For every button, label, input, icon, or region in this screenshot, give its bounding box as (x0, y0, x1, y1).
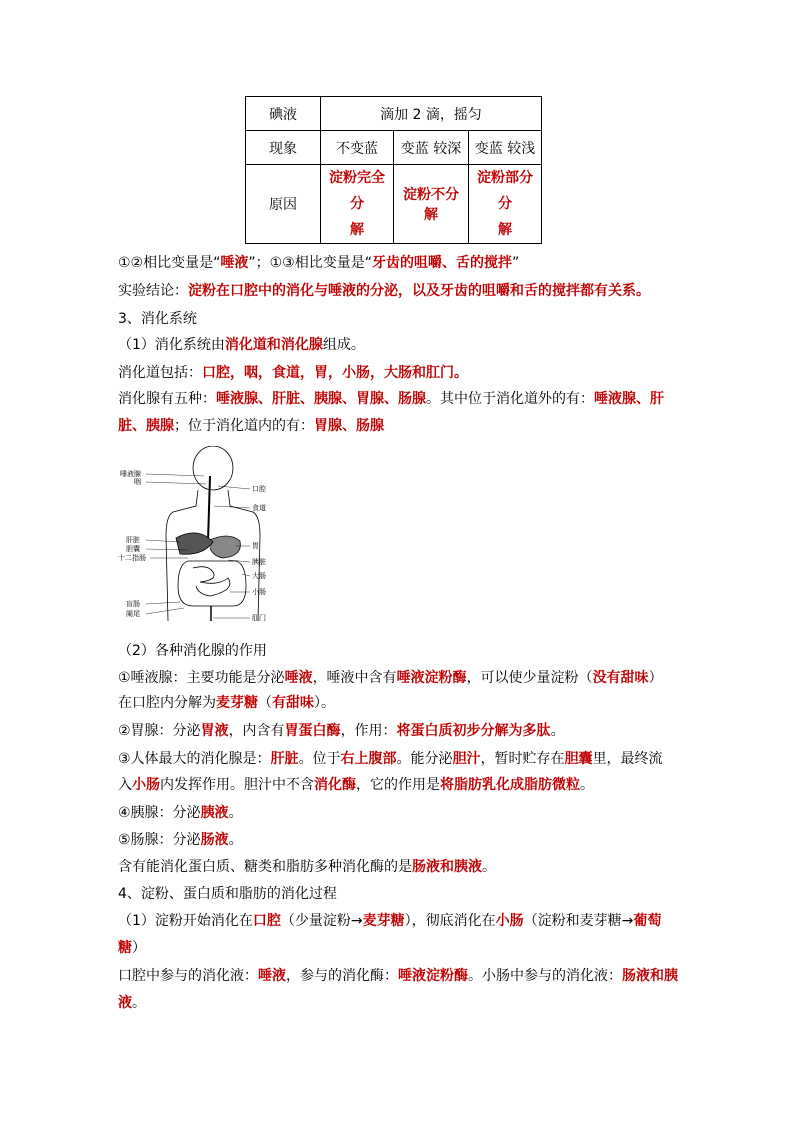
para-liver-2: 入小肠内发挥作用。胆汁中不含消化酶，它的作用是将脂肪乳化成脂肪微粒。 (118, 777, 594, 793)
label-duodenum: 十二指肠 (118, 554, 146, 562)
small-intestine (193, 567, 230, 596)
stomach (208, 536, 240, 558)
para-liver-1: ③人体最大的消化腺是：肝脏。位于右上腹部。能分泌胆汁，暂时贮存在胆囊里，最终流 (118, 751, 663, 767)
conclusion-line: 实验结论：淀粉在口腔中的消化与唾液的分泌，以及牙齿的咀嚼和舌的搅拌都有关系。 (118, 283, 650, 299)
cell-reason-label: 原因 (246, 165, 321, 244)
label-large-intestine: 大肠 (252, 572, 266, 580)
cell-iodine-label: 碘液 (246, 97, 321, 131)
cell-phenomenon-1: 不变蓝 (321, 131, 394, 165)
head-outline (193, 446, 233, 490)
cell-reason-3: 淀粉部分分 解 (469, 165, 542, 244)
para-composition: （1）消化系统由消化道和消化腺组成。 (118, 337, 365, 353)
para-multi-enzyme: 含有能消化蛋白质、糖类和脂肪多种消化酶的是肠液和胰液。 (118, 859, 496, 875)
label-small-intestine: 小肠 (252, 588, 266, 596)
cell-reason-1: 淀粉完全分 解 (321, 165, 394, 244)
cell-phenomenon-3: 变蓝 较浅 (469, 131, 542, 165)
para-salivary-1: ①唾液腺：主要功能是分泌唾液，唾液中含有唾液淀粉酶，可以使少量淀粉（没有甜味） (118, 670, 663, 686)
label-salivary: 唾液腺 (120, 470, 141, 478)
label-liver: 肝脏 (126, 536, 140, 544)
para-fluids-1: 口腔中参与的消化液：唾液，参与的消化酶：唾液淀粉酶。小肠中参与的消化液：肠液和胰 (118, 968, 678, 984)
label-appendix: 阑尾 (126, 610, 140, 618)
label-anus: 肛门 (252, 614, 266, 622)
para-glands-2: 脏、胰腺；位于消化道内的有：胃腺、肠腺 (118, 418, 384, 434)
label-pharynx: 咽 (134, 478, 141, 486)
digestive-system-diagram (118, 446, 278, 626)
variable-line: ①②相比变量是“唾液”；①③相比变量是“牙齿的咀嚼、舌的搅拌” (118, 255, 520, 271)
cell-iodine-value: 滴加 2 滴，摇匀 (321, 97, 542, 131)
subheading-glands-role: （2）各种消化腺的作用 (118, 643, 267, 659)
experiment-table (245, 96, 542, 244)
cell-reason-2: 淀粉不分解 (394, 165, 469, 244)
para-tract: 消化道包括：口腔，咽，食道，胃，小肠，大肠和肛门。 (118, 365, 468, 381)
label-cecum: 盲肠 (126, 600, 140, 608)
label-pancreas: 胰脏 (252, 558, 266, 566)
para-fluids-2: 液。 (118, 995, 146, 1011)
cell-phenomenon-label: 现象 (246, 131, 321, 165)
para-glands-1: 消化腺有五种：唾液腺、肝脏、胰腺、胃腺、肠腺。其中位于消化道外的有：唾液腺、肝 (118, 391, 664, 407)
label-mouth: 口腔 (252, 485, 266, 493)
para-salivary-2: 在口腔内分解为麦芽糖（有甜味）。 (118, 695, 335, 711)
para-starch-2: 糖） (118, 940, 146, 956)
section-heading-3: 3、消化系统 (118, 311, 197, 327)
section-heading-4: 4、淀粉、蛋白质和脂肪的消化过程 (118, 886, 337, 902)
esophagus (208, 476, 210, 541)
para-gastric: ②胃腺：分泌胃液，内含有胃蛋白酶，作用：将蛋白质初步分解为多肽。 (118, 723, 565, 739)
para-intestinal: ⑤肠腺：分泌肠液。 (118, 832, 243, 848)
para-pancreas: ④胰腺：分泌胰液。 (118, 805, 243, 821)
label-esophagus: 食道 (252, 504, 266, 512)
cell-phenomenon-2: 变蓝 较深 (394, 131, 469, 165)
para-starch-1: （1）淀粉开始消化在口腔（少量淀粉→麦芽糖），彻底消化在小肠（淀粉和麦芽糖→葡萄 (118, 913, 662, 929)
label-stomach: 胃 (252, 542, 259, 550)
label-gallbladder: 胆囊 (126, 545, 140, 553)
